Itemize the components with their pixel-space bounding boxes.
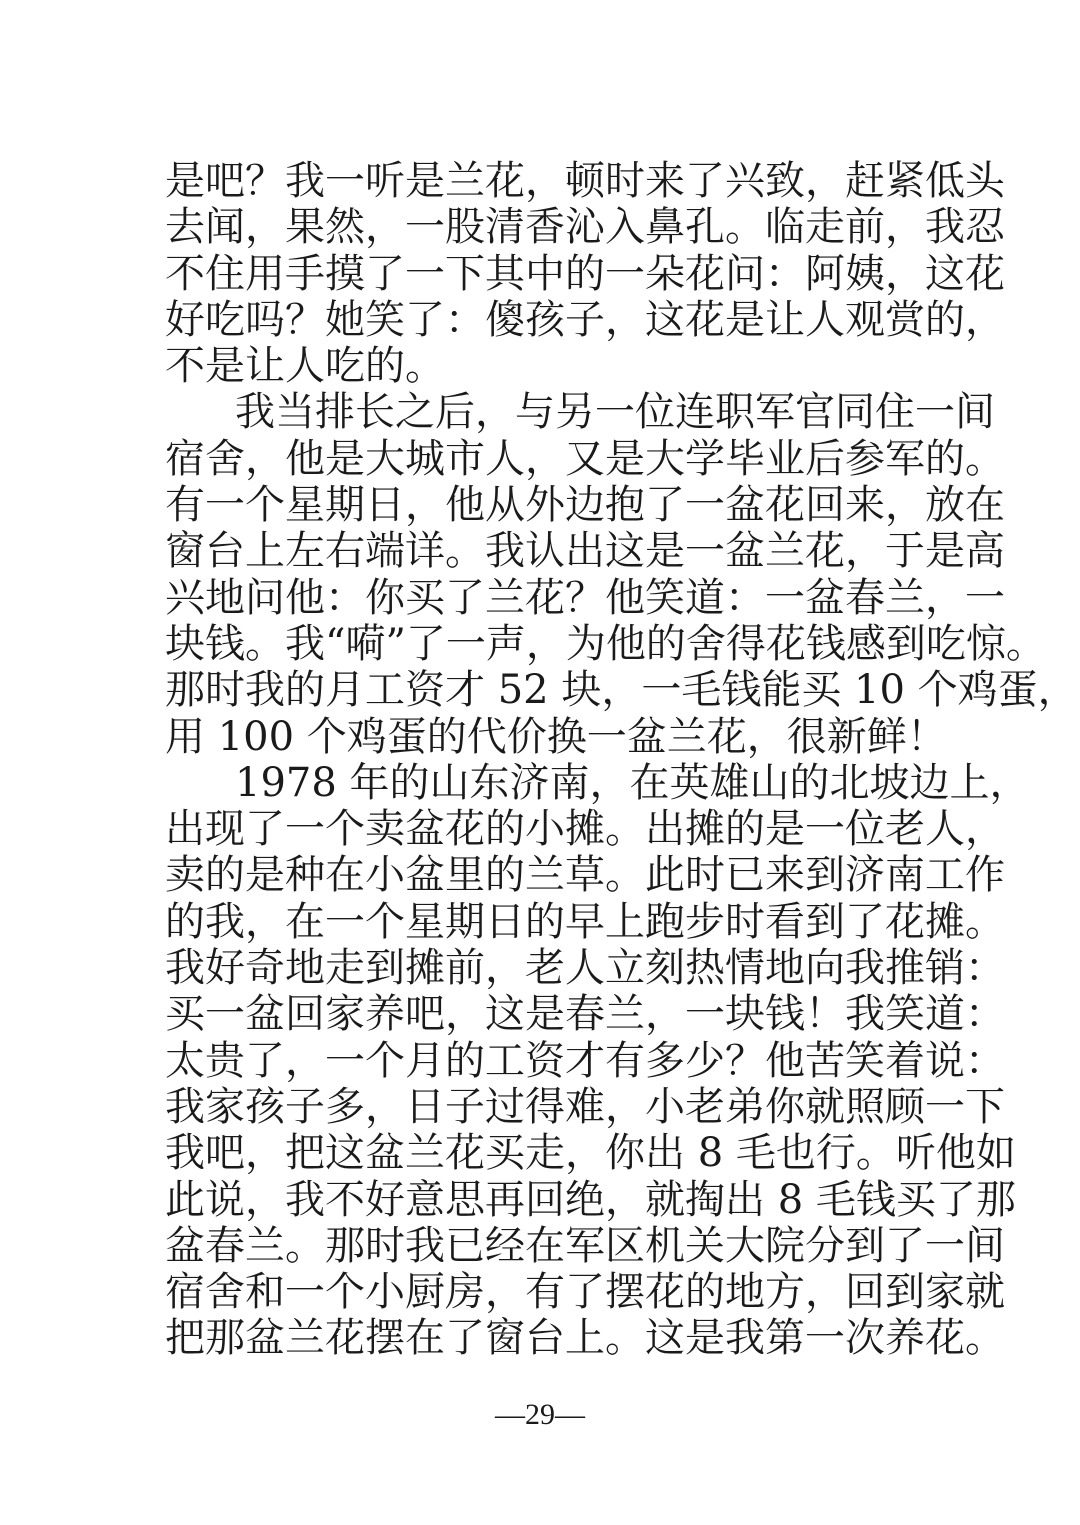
text-line: 我吧，把这盆兰花买走，你出 8 毛也行。听他如	[165, 1130, 1016, 1177]
text-line: 窗台上左右端详。我认出这是一盆兰花，于是高	[165, 528, 1005, 575]
text-line: 宿舍，他是大城市人，又是大学毕业后参军的。	[165, 435, 1005, 482]
text-line: 那时我的月工资才 52 块，一毛钱能买 10 个鸡蛋，	[165, 667, 1078, 714]
document-body	[165, 158, 1078, 1362]
text-line: 我当排长之后，与另一位连职军官同住一间	[235, 389, 995, 436]
text-line: 把那盆兰花摆在了窗台上。这是我第一次养花。	[165, 1315, 1005, 1362]
text-line: 是吧？我一听是兰花，顿时来了兴致，赶紧低头	[165, 158, 1005, 204]
text-line: 去闻，果然，一股清香沁入鼻孔。临走前，我忍	[165, 204, 1005, 251]
text-line: 不是让人吃的。	[165, 343, 445, 390]
paragraph-3	[165, 759, 1030, 1362]
text-line: 出现了一个卖盆花的小摊。出摊的是一位老人，	[165, 806, 1005, 853]
text-line: 好吃吗？她笑了：傻孩子，这花是让人观赏的，	[165, 296, 1005, 343]
text-line: 有一个星期日，他从外边抱了一盆花回来，放在	[165, 482, 1005, 529]
text-line: 宿舍和一个小厨房，有了摆花的地方，回到家就	[165, 1269, 1005, 1316]
paragraph-1	[165, 158, 1005, 390]
text-line: 用 100 个鸡蛋的代价换一盆兰花，很新鲜！	[165, 713, 947, 760]
text-line: 不住用手摸了一下其中的一朵花问：阿姨，这花	[165, 250, 1005, 297]
text-line: 我好奇地走到摊前，老人立刻热情地向我推销：	[165, 945, 1005, 992]
text-line: 卖的是种在小盆里的兰草。此时已来到济南工作	[165, 852, 1005, 899]
text-line: 买一盆回家养吧，这是春兰，一块钱！我笑道：	[165, 991, 1005, 1038]
text-line: 兴地问他：你买了兰花？他笑道：一盆春兰，一	[165, 574, 1005, 621]
text-line: 1978 年的山东济南，在英雄山的北坡边上，	[235, 759, 1030, 806]
text-line: 此说，我不好意思再回绝，就掏出 8 毛钱买了那	[165, 1176, 1016, 1223]
text-line: 盆春兰。那时我已经在军区机关大院分到了一间	[165, 1222, 1005, 1269]
text-line: 块钱。我“嗬”了一声，为他的舍得花钱感到吃惊。	[165, 620, 1046, 667]
text-line: 我家孩子多，日子过得难，小老弟你就照顾一下	[165, 1083, 1005, 1130]
text-line: 的我，在一个星期日的早上跑步时看到了花摊。	[165, 898, 1005, 945]
text-line: 太贵了，一个月的工资才有多少？他苦笑着说：	[165, 1037, 1005, 1084]
paragraph-2	[165, 389, 1078, 760]
page-number: —29—	[495, 1398, 585, 1431]
